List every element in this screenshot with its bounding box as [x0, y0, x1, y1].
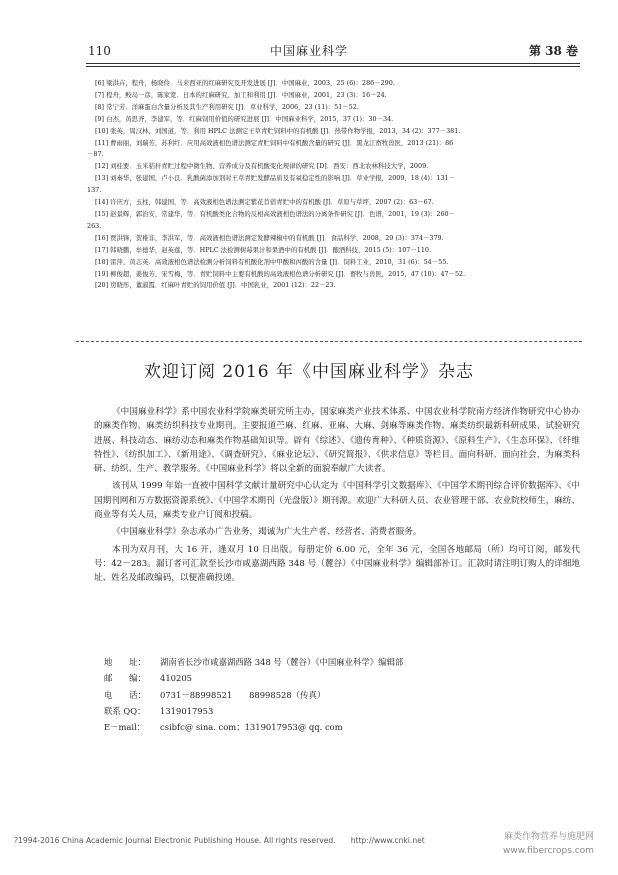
watermark-text: 麻类作物营养与施肥网: [503, 832, 594, 842]
notice-body: [94, 405, 580, 586]
reference-item: [9] 白杰，黄思齐，李建军，等．红麻饲用价值的研究进展 [J]．中国麻业科学，2015，37 (1)：30－34.: [95, 114, 394, 123]
reference-item: [17] 韩晓鹏，牟德华，赵英莲，等．HPLC 法检测树莓果汁和果酒中的有机酸 [J]．酿酒科技，2015 (5)：107－110.: [95, 245, 431, 254]
address-row: [104, 654, 403, 670]
email-row: [104, 719, 403, 735]
reference-item: 137.: [87, 186, 102, 195]
reference-item: [18] 雷萍，黄志英．高效液相色谱法检测分析饲料有机酸化剂中甲酸和丙酸的含量 [J]．饲料工业，2010，31 (6)：54－55.: [95, 257, 449, 266]
email-link[interactable]: csibfc@ sina. com；1319017953@ qq. com: [160, 722, 343, 733]
reference-item: [14] 许庆方，玉柱，韩建国，等．高效液相色谱法测定紫花苜蓿青贮中的有机酸 [J]．草原与草坪，2007 (2)：63－67.: [95, 198, 434, 207]
postcode-row: [104, 670, 403, 686]
contact-block: [104, 654, 403, 735]
reference-list: [87, 78, 580, 292]
watermark-url[interactable]: www.fibercrops.com: [503, 846, 594, 856]
reference-item: [7] 程舟，鲛岛一彦，陈家宽．日本的红麻研究、加工和利用 [J]．中国麻业，2001，23 (3)：16－24.: [95, 90, 387, 99]
reference-item: [10] 张英，周汉林，刘国道，等．利用 HPLC 法测定王草青贮饲料中的有机酸 [J]．热带作物学报，2013，34 (2)：377－381.: [95, 126, 461, 135]
volume-label: 第 38 卷: [528, 44, 578, 58]
qq-value: 1319017953: [160, 705, 214, 716]
journal-title: 中国麻业科学: [269, 44, 348, 58]
reference-item: [13] 刘秦华，张建国，卢小良．乳酸菌添加剂对王草青贮发酵品质及有氧稳定性的影响 [J]．草业学报，2009，18 (4)：131－: [95, 174, 455, 183]
reference-item: [16] 贾洪锋，贺稚非，李洪军，等．高效液相色谱法测定发酵辣椒中的有机酸 [J]．食品科学，2008，29 (3)：374－379.: [95, 233, 444, 242]
reference-item: [19] 柳俊超，姜俊芳，宋雪梅，等．青贮饲料中主要有机酸的高效液相色谱分析研究 [J]．畜牧与兽医，2015，47 (10)：47－52.: [95, 269, 466, 278]
postcode-value: 410205: [160, 673, 192, 684]
notice-paragraph: 《中国麻业科学》杂志承办广告业务，竭诚为广大生产者、经营者、消费者服务。: [112, 527, 422, 538]
address-value: 湖南省长沙市咸嘉湖西路 348 号（麓谷）《中国麻业科学》编辑部: [160, 657, 404, 667]
notice-paragraph: 《中国麻业科学》系中国农业科学院麻类研究所主办，国家麻类产业技术体系、中国农业科学院南方经济作物研究中心协办的麻类作物、麻类纺织科技专业期刊。主要报道苎麻、红麻、亚麻、大麻、剑麻等麻类作物、麻类纺织最新科研成果、试验研究进展、科技动态、麻纺动态和麻类作物基础知识等。辟有《综述》、《遗传育种》、《种质资源》、《原料生产》、《生态环保》、《纤维特性》、《纺织加工》、《新用途》、《调查研究》、《麻业论坛》、《研究简报》、《供求信息》等栏目。面向科研、面向社会，为麻类科研、纺织、生产、教学服务。《中国麻业科学》将以全新的面貌奉献广大读者。: [94, 407, 580, 475]
page-header: [0, 40, 618, 60]
header-rule: [86, 63, 580, 64]
section-divider: [76, 341, 582, 342]
header-rule-second: [86, 66, 580, 67]
email-label: E－mail：: [104, 722, 146, 733]
notice-paragraph: 该刊从 1999 年始一直被中国科学文献计量研究中心认定为《中国科学引文数据库》、《中国学术期刊综合评价数据库》、《中国期刊网和万方数据资源系统》、《中国学术期刊（光盘版）》期刊源。欢迎广大科研人员、农业管理干部、农业院校师生，麻纺、商业等有关人员，麻类专业户订阅和投稿。: [94, 481, 580, 521]
reference-item: －87.: [87, 150, 104, 159]
postcode-label: 邮 编：: [104, 673, 146, 684]
page-number: 110: [88, 44, 111, 58]
copyright-footer: ?1994-2016 China Academic Journal Electronic Publishing House. All rights reserved. http://www.cnki.net: [14, 836, 425, 845]
reference-item: [20] 房晓彤，董淑霞．红麻叶青贮的饲用价值 [J]．中国乳业，2001 (12)：22－23.: [95, 281, 336, 290]
reference-item: [11] 曹雨丽，刘瑞芳，苏利红．应用高效液相色谱法测定青贮饲料中有机酸含量的研究 [J]．黑龙江畜牧兽医，2013 (21)：86: [95, 138, 454, 147]
phone-row: [104, 687, 403, 703]
watermark: [503, 830, 594, 858]
qq-row: [104, 703, 403, 719]
qq-label: 联系 QQ：: [104, 705, 146, 716]
reference-item: [12] 刘桂要．玉米秸秆青贮过程中微生物、营养成分及有机酸变化规律的研究 [D]．西安：西北农林科技大学，2009.: [95, 162, 429, 171]
notice-paragraph: 本刊为双月刊，大 16 开，逢双月 10 日出版。每册定价 6.00 元，全年 36 元，全国各地邮局（所）均可订阅，邮发代号：42－283。漏订者可汇款至长沙市咸嘉湖西路 348 号（麓谷）《中国麻业科学》编辑部补订。汇款时请注明订购人的详细地址、姓名及邮政编码，以便准确投递。: [94, 544, 580, 584]
reference-item: 263.: [87, 221, 102, 230]
reference-item: [6] 梁洪卉，程舟，杨晓伶．马来西亚的红麻研究及开发进展 [J]．中国麻业，2003，25 (6)：286－290.: [95, 79, 395, 87]
phone-label: 电 话：: [104, 689, 146, 700]
reference-item: [15] 赵景辉，郭治安，常建华，等．有机酸类化合物的反相高效液相色谱法的分离条件研究 [J]．色谱，2001，19 (3)：260－: [95, 209, 455, 218]
phone-value: 0731－88998521 88998528（传真）: [160, 689, 326, 700]
address-label: 地 址：: [104, 657, 146, 667]
notice-title: 欢迎订阅 2016 年《中国麻业科学》杂志: [143, 362, 475, 382]
reference-item: [8] 常宁芳．洋麻蛋白含量分析及其生产利用研究 [J]．草业科学，2006，23 (11)：51－52.: [95, 102, 359, 111]
